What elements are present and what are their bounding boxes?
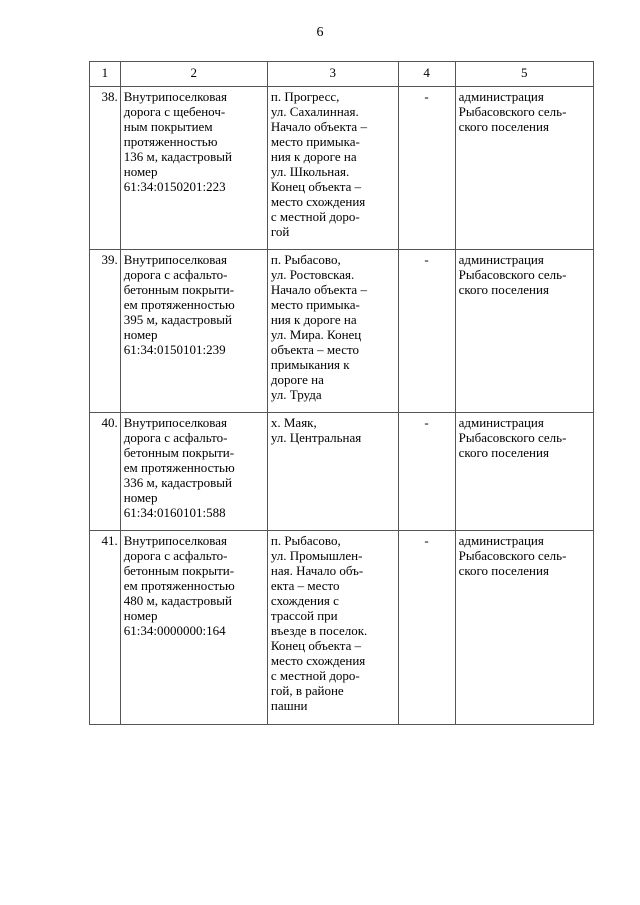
column-4-value: - <box>398 531 455 725</box>
road-location-line: дороге на <box>270 372 324 387</box>
road-location-line: гой, в районе <box>270 683 344 698</box>
road-description-line: 61:34:0000000:164 <box>123 623 226 638</box>
road-location-line: с местной доро- <box>270 668 360 683</box>
road-location-line: место схождения <box>270 653 366 668</box>
road-description-line: дорога с асфальто- <box>123 430 228 445</box>
road-location-line: объекта – место <box>270 342 359 357</box>
road-description <box>120 531 267 725</box>
column-header-5: 5 <box>455 62 593 87</box>
road-owner-line: ского поселения <box>458 282 549 297</box>
road-description-line: бетонным покрыти- <box>123 445 235 460</box>
road-owner-line: Рыбасовского сель- <box>458 548 567 563</box>
road-location-line: с местной доро- <box>270 209 360 224</box>
road-owner-line: ского поселения <box>458 445 549 460</box>
road-location-line: ул. Школьная. <box>270 164 350 179</box>
road-location-line: ул. Ростовская. <box>270 267 355 282</box>
road-owner-line: Рыбасовского сель- <box>458 267 567 282</box>
road-description-line: ем протяженностью <box>123 460 235 475</box>
table-row <box>90 250 594 413</box>
road-description-line: 61:34:0150201:223 <box>123 179 226 194</box>
road-location-line: ния к дороге на <box>270 312 357 327</box>
road-location-line: примыкания к <box>270 357 350 372</box>
road-description-line: Внутрипоселковая <box>123 533 227 548</box>
row-number: 40. <box>90 413 121 531</box>
road-location-line: схождения с <box>270 593 339 608</box>
road-location-line: Конец объекта – <box>270 638 362 653</box>
road-location-line: Начало объекта – <box>270 282 367 297</box>
row-number: 41. <box>90 531 121 725</box>
row-number: 39. <box>90 250 121 413</box>
column-header-4: 4 <box>398 62 455 87</box>
column-4-value: - <box>398 87 455 250</box>
road-description-line: бетонным покрыти- <box>123 282 235 297</box>
road-description-line: 395 м, кадастровый <box>123 312 232 327</box>
road-description-line: бетонным покрыти- <box>123 563 235 578</box>
road-owner-line: администрация <box>458 533 544 548</box>
road-location-line: п. Рыбасово, <box>270 533 341 548</box>
road-location-line: п. Прогресс, <box>270 89 340 104</box>
road-owner-line: администрация <box>458 89 544 104</box>
road-location <box>267 87 398 250</box>
road-description-line: ем протяженностью <box>123 578 235 593</box>
road-owner-line: ского поселения <box>458 563 549 578</box>
road-description-line: номер <box>123 327 158 342</box>
road-register-table <box>89 61 594 725</box>
road-description-line: дорога с асфальто- <box>123 548 228 563</box>
column-header-3: 3 <box>267 62 398 87</box>
road-location-line: ул. Мира. Конец <box>270 327 362 342</box>
road-owner-line: Рыбасовского сель- <box>458 104 567 119</box>
table-header-row <box>90 62 594 87</box>
road-location-line: п. Рыбасово, <box>270 252 341 267</box>
road-location-line: место примыка- <box>270 134 360 149</box>
road-location-line: х. Маяк, <box>270 415 317 430</box>
road-location-line: ул. Труда <box>270 387 322 402</box>
column-header-1: 1 <box>90 62 121 87</box>
road-location-line: Конец объекта – <box>270 179 362 194</box>
road-description-line: Внутрипоселковая <box>123 89 227 104</box>
road-description-line: ным покрытием <box>123 119 213 134</box>
table-row <box>90 413 594 531</box>
road-location-line: въезде в поселок. <box>270 623 368 638</box>
road-description-line: протяженностью <box>123 134 218 149</box>
road-description-line: дорога с асфальто- <box>123 267 228 282</box>
road-location-line: ная. Начало объ- <box>270 563 364 578</box>
road-location <box>267 531 398 725</box>
road-owner <box>455 531 593 725</box>
road-description-line: 336 м, кадастровый <box>123 475 232 490</box>
road-location-line: екта – место <box>270 578 340 593</box>
road-description-line: 61:34:0150101:239 <box>123 342 226 357</box>
road-owner <box>455 413 593 531</box>
road-location-line: ул. Промышлен- <box>270 548 363 563</box>
table-row <box>90 87 594 250</box>
road-location-line: ул. Сахалинная. <box>270 104 359 119</box>
road-location-line: ул. Центральная <box>270 430 362 445</box>
road-owner-line: ского поселения <box>458 119 549 134</box>
road-description-line: 61:34:0160101:588 <box>123 505 226 520</box>
column-header-2: 2 <box>120 62 267 87</box>
road-description-line: дорога с щебеноч- <box>123 104 226 119</box>
road-location <box>267 250 398 413</box>
road-description-line: 136 м, кадастровый <box>123 149 232 164</box>
road-location-line: ния к дороге на <box>270 149 357 164</box>
road-owner-line: администрация <box>458 415 544 430</box>
road-location-line: место схождения <box>270 194 366 209</box>
road-owner <box>455 87 593 250</box>
row-number: 38. <box>90 87 121 250</box>
road-description-line: Внутрипоселковая <box>123 252 227 267</box>
road-description-line: 480 м, кадастровый <box>123 593 232 608</box>
road-location-line: Начало объекта – <box>270 119 367 134</box>
column-4-value: - <box>398 413 455 531</box>
table-row <box>90 531 594 725</box>
road-description <box>120 87 267 250</box>
column-4-value: - <box>398 250 455 413</box>
road-description <box>120 250 267 413</box>
road-location <box>267 413 398 531</box>
page-number: 6 <box>316 25 324 40</box>
road-location-line: пашни <box>270 698 308 713</box>
road-location-line: трассой при <box>270 608 338 623</box>
road-owner-line: администрация <box>458 252 544 267</box>
road-description-line: номер <box>123 164 158 179</box>
road-description-line: номер <box>123 490 158 505</box>
road-description <box>120 413 267 531</box>
road-owner <box>455 250 593 413</box>
road-owner-line: Рыбасовского сель- <box>458 430 567 445</box>
road-description-line: номер <box>123 608 158 623</box>
road-location-line: место примыка- <box>270 297 360 312</box>
road-location-line: гой <box>270 224 290 239</box>
road-description-line: ем протяженностью <box>123 297 235 312</box>
road-description-line: Внутрипоселковая <box>123 415 227 430</box>
